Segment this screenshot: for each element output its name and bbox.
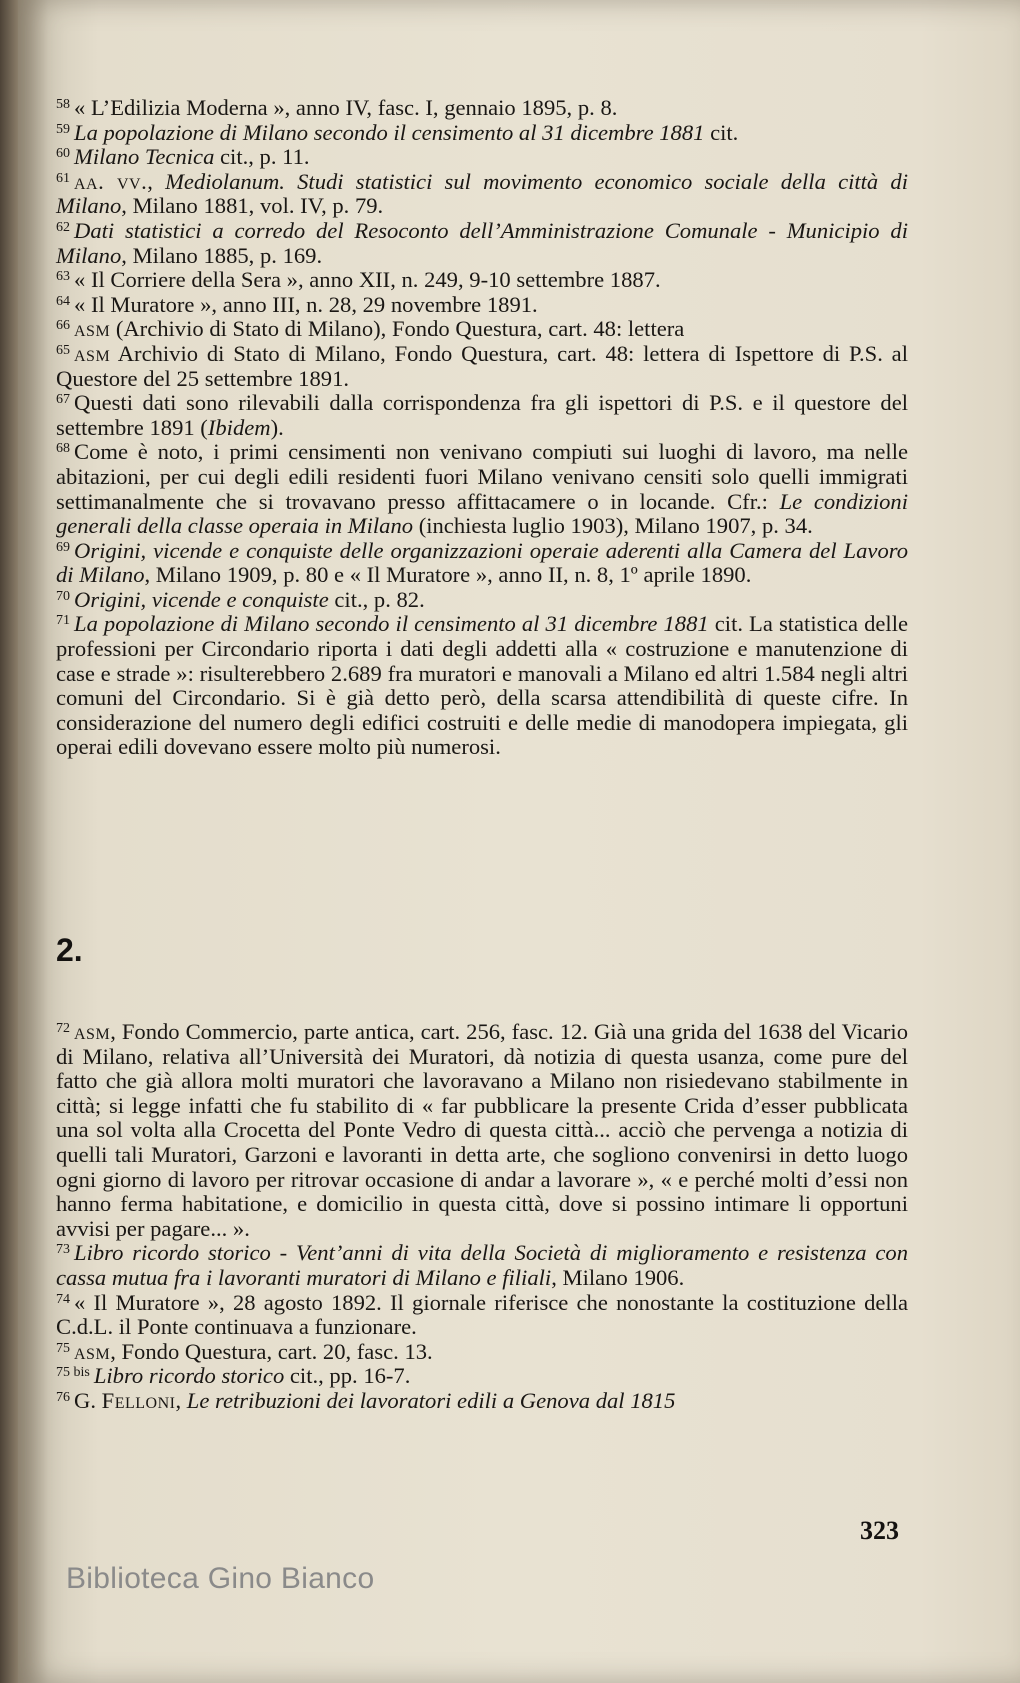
footnote-number: 76 <box>56 1389 70 1405</box>
footnote-58 <box>56 96 908 121</box>
footnote-75-bis <box>56 1364 908 1389</box>
footnotes-block-1 <box>56 96 908 760</box>
footnote-number: 65 <box>56 342 70 358</box>
footnote-number: 75 bis <box>56 1365 90 1381</box>
footnote-text: , Milano 1885, p. 169. <box>121 242 323 268</box>
footnote-number: 59 <box>56 121 70 137</box>
footnote-text: , <box>147 168 166 194</box>
footnote-text: cit., pp. 16-7. <box>284 1363 411 1389</box>
footnote-67 <box>56 391 908 440</box>
footnote-text: , Milano 1881, vol. IV, p. 79. <box>121 193 384 219</box>
footnote-text: « L’Edilizia Moderna », anno IV, fasc. I, gennaio 1895, p. 8. <box>74 95 618 120</box>
footnote-text: La popolazione di Milano secondo il censimento al 31 dicembre 1881 <box>74 119 705 145</box>
footnote-text: cit., p. 82. <box>328 586 425 612</box>
footnote-text: Le condizioni generali della classe operaia in Milano <box>56 488 908 539</box>
footnote-number: 64 <box>56 293 70 309</box>
footnote-text: « Il Muratore », 28 agosto 1892. Il giornale riferisce che nonostante la costituzione della C.d.L. il Ponte continuava a funzionare. <box>56 1289 908 1340</box>
footnote-number: 71 <box>56 613 70 629</box>
footnote-62 <box>56 219 908 268</box>
footnote-63 <box>56 268 908 293</box>
footnote-text: G. <box>74 1387 102 1413</box>
footnote-60 <box>56 145 908 170</box>
footnote-number: 75 <box>56 1340 70 1356</box>
footnotes-block-2 <box>56 1020 908 1414</box>
footnote-61 <box>56 170 908 219</box>
footnote-text: (Archivio di Stato di Milano), Fondo Questura, cart. 48: lettera <box>110 316 685 342</box>
footnote-text: Le retribuzioni dei lavoratori edili a Genova dal 1815 <box>186 1387 676 1413</box>
watermark-text: Biblioteca Gino Bianco <box>66 1562 375 1595</box>
footnote-number: 69 <box>56 539 70 555</box>
footnote-text: (inchiesta luglio 1903), Milano 1907, p. 34. <box>413 513 813 539</box>
footnote-73 <box>56 1241 908 1290</box>
footnote-number: 70 <box>56 588 70 604</box>
footnote-text: , Fondo Questura, cart. 20, fasc. 13. <box>110 1338 433 1364</box>
footnote-text: Mediolanum. Studi statistici sul movimento economico sociale della città di Milano <box>56 168 909 219</box>
footnote-text: La popolazione di Milano secondo il censimento al 31 dicembre 1881 <box>74 611 709 637</box>
footnote-text: Questi dati sono rilevabili dalla corrispondenza fra gli ispettori di P.S. e il questore del settembre 1891 ( <box>56 390 908 440</box>
footnote-text: Archivio di Stato di Milano, Fondo Questura, cart. 48: lettera di Ispettore di P.S. al Questore del 25 settembre 1891. <box>56 340 908 391</box>
footnote-69 <box>56 539 908 588</box>
footnote-number: 72 <box>56 1021 70 1036</box>
footnote-number: 68 <box>56 441 70 457</box>
footnote-text: cit. La statistica delle professioni per Circondario riporta i dati degli addetti alla « costruzione e manutenzione di case e strade »: risulterebbero 2.689 fra muratori e manovali a Milano ed altri 1.584 negli altri comuni del Circondario. Si è già detto però, della scarsa attendibilità di queste cifre. In considerazione del numero degli edifici costruiti e delle medie di manodopera impiegata, gli operai edili dovevano essere molto più numerosi. <box>56 611 908 760</box>
page-number: 323 <box>860 1516 899 1545</box>
footnote-70 <box>56 588 908 613</box>
footnote-text: , Milano 1909, p. 80 e « Il Muratore », anno II, n. 8, 1º aprile 1890. <box>144 562 752 588</box>
footnote-text: , <box>175 1387 187 1413</box>
footnote-text: asm <box>74 340 111 366</box>
footnote-64 <box>56 293 908 318</box>
footnote-text: ). <box>270 414 284 440</box>
section-heading: 2. <box>56 932 83 968</box>
footnote-text: asm <box>74 1338 111 1364</box>
footnote-68 <box>56 440 908 538</box>
footnote-number: 74 <box>56 1291 70 1307</box>
footnote-75 <box>56 1340 908 1365</box>
footnote-text: Origini, vicende e conquiste delle organizzazioni operaie aderenti alla Camera del Lavoro di Milano <box>56 537 908 588</box>
footnote-text: aa. vv. <box>74 168 148 194</box>
footnote-text: Milano Tecnica <box>74 144 215 170</box>
footnote-71 <box>56 612 908 760</box>
footnote-text: asm <box>74 1019 111 1044</box>
footnote-text: Ibidem <box>207 414 271 440</box>
footnote-76 <box>56 1389 908 1414</box>
footnote-74 <box>56 1291 908 1340</box>
footnote-text: Libro ricordo storico - Vent’anni di vita della Società di miglioramento e resistenza con cassa mutua fra i lavoranti muratori di Milano e filiali <box>56 1240 908 1290</box>
footnote-text: « Il Muratore », anno III, n. 28, 29 novembre 1891. <box>74 291 538 317</box>
footnote-text: asm <box>74 316 111 342</box>
footnote-number: 62 <box>56 219 70 235</box>
footnote-65 <box>56 342 908 391</box>
footnote-text: Come è noto, i primi censimenti non venivano compiuti sui luoghi di lavoro, ma nelle abitazioni, per cui degli edili residenti fuori Milano venivano censiti solo quelli immigrati settimanalmente che si trovavano presso affittacamere o in locande. Cfr.: <box>56 439 908 514</box>
footnote-number: 58 <box>56 97 70 112</box>
footnote-text: Felloni <box>101 1387 176 1413</box>
footnote-text: , Fondo Commercio, parte antica, cart. 256, fasc. 12. Già una grida del 1638 del Vicario di Milano, relativa all’Università dei Muratori, dà notizia di questa usanza, come pure del fatto che già allora molti muratori che lavoravano a Milano non risiedevano stabilmente in città; si legge infatti che fu stabilito di « far pubblicare la presente Crida d’esser pubblicata una sol volta alla Crocetta del Ponte Vedro di questa città... acciò che pervenga a notizia di quelli tali Muratori, Garzoni e lavoranti in detta arte, che sogliono convenirsi in detto luogo ogni giorno di lavoro per ritrovar occasione di andar a lavorare », « e perché molti d’essi non hanno ferma habitatione, e domicilio in questa città, dove si possino intimare li opportuni avvisi per pagare... ». <box>56 1019 908 1241</box>
footnote-text: « Il Corriere della Sera », anno XII, n. 249, 9-10 settembre 1887. <box>74 267 661 293</box>
footnote-number: 61 <box>56 170 70 186</box>
footnote-number: 63 <box>56 269 70 285</box>
footnote-66 <box>56 317 908 342</box>
footnote-text: Origini, vicende e conquiste <box>74 586 329 612</box>
book-spine-shadow <box>0 0 18 1683</box>
footnote-number: 60 <box>56 146 70 162</box>
footnote-number: 67 <box>56 392 70 408</box>
footnote-number: 66 <box>56 318 70 334</box>
footnote-text: , Milano 1906. <box>551 1264 685 1290</box>
footnote-text: cit. <box>704 119 739 145</box>
footnote-72 <box>56 1020 908 1241</box>
footnote-text: Dati statistici a corredo del Resoconto dell’Amministrazione Comunale - Municipio di Milano <box>56 217 908 268</box>
footnote-59 <box>56 121 908 146</box>
footnote-text: Libro ricordo storico <box>93 1363 285 1389</box>
footnote-number: 73 <box>56 1242 70 1258</box>
footnote-text: cit., p. 11. <box>214 144 310 170</box>
